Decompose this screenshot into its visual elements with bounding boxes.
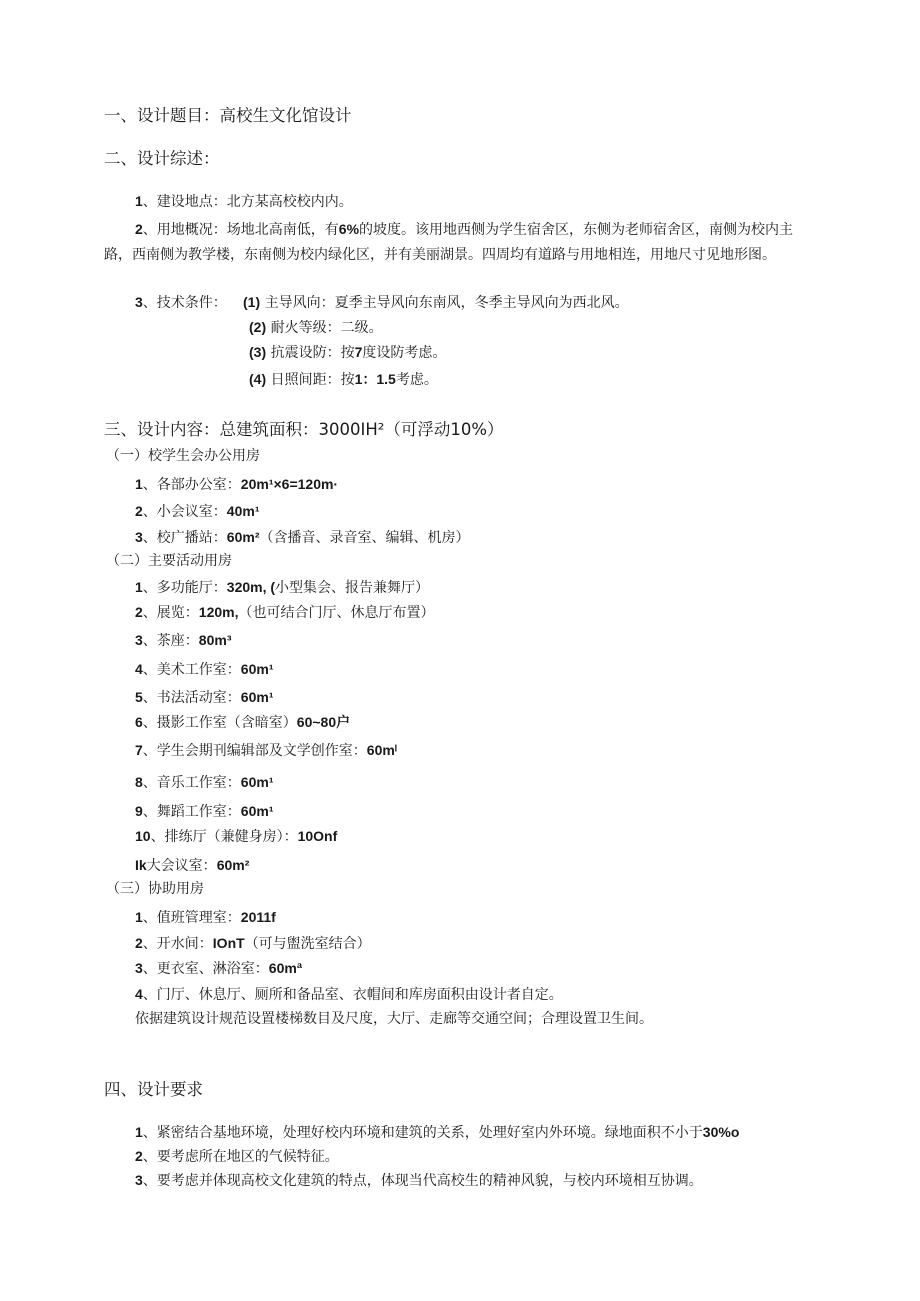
room-item (135, 659, 273, 680)
item-number: 1 (135, 193, 143, 209)
item-text: 、用地概况：场地北高南低，有 (142, 222, 339, 238)
item-number: 4 (135, 986, 143, 1002)
area-value: 40m¹ (226, 503, 260, 519)
item-number: 9 (135, 803, 143, 819)
room-item (135, 826, 337, 847)
group-title: （一）校学生会办公用房 (106, 448, 260, 464)
area-value: 60m² (226, 529, 260, 545)
item-number: 1 (135, 1124, 143, 1140)
item-text: 、舞蹈工作室： (142, 804, 241, 820)
item-number: 1 (135, 579, 143, 595)
room-item (135, 687, 273, 708)
item-text: 日照间距：按 (270, 372, 355, 388)
site-location (135, 191, 353, 212)
area-value: 60m¹ (240, 803, 274, 819)
item-text: 、更衣室、淋浴室： (142, 961, 269, 977)
item-text: 抗震设防：按 (270, 345, 355, 361)
group-title: （二）主要活动用房 (106, 553, 232, 569)
section-3-heading: 三、设计内容：总建筑面积：3000IH²（可浮动10%） (104, 420, 504, 439)
room-item (135, 855, 249, 876)
item-number: (1) (243, 294, 261, 310)
item-note: 小型集会、报告兼舞厅） (275, 580, 430, 596)
item-number: 3 (135, 960, 143, 976)
item-number: 3 (135, 1172, 143, 1188)
item-number: (3) (249, 344, 267, 360)
item-text: 、美术工作室： (142, 662, 241, 678)
item-number: 5 (135, 689, 143, 705)
room-item (135, 630, 231, 651)
item-number: 1 (135, 476, 143, 492)
area-value: 10Onf (297, 828, 338, 844)
room-item (135, 577, 429, 598)
item-text: 、摄影工作室（含暗室） (142, 715, 297, 731)
requirement-item (135, 1122, 739, 1143)
value: 1：1.5 (354, 371, 396, 387)
tech-item-1 (243, 292, 629, 313)
item-number: 3 (135, 294, 143, 310)
section-4-heading: 四、设计要求 (104, 1080, 203, 1099)
area-value: 20m¹×6=120m· (240, 476, 339, 492)
item-text: 、技术条件： (142, 295, 227, 311)
item-text: 、要考虑所在地区的气候特征。 (142, 1149, 339, 1165)
item-number: 2 (135, 604, 143, 620)
item-text: 、要考虑并体现高校文化建筑的特点，体现当代高校生的精神风貌，与校内环境相互协调。 (142, 1173, 703, 1189)
item-text: 、门厅、休息厅、厕所和备品室、衣帽间和库房面积由设计者自定。 (142, 987, 563, 1003)
slope-value: 6% (338, 221, 360, 237)
item-text: 考虑。 (395, 372, 438, 388)
room-item (135, 958, 302, 979)
area-value: 60m¹ (240, 689, 274, 705)
room-item (135, 740, 397, 761)
room-item (135, 772, 273, 793)
item-number: 7 (135, 742, 143, 758)
item-text: 度设防考虑。 (362, 345, 447, 361)
item-text: 、开水间： (142, 936, 213, 952)
item-number: 6 (135, 714, 143, 730)
area-value: IOnT (212, 935, 245, 951)
item-text: 、书法活动室： (142, 690, 241, 706)
item-text: 主导风向：夏季主导风向东南风，冬季主导风向为西北风。 (264, 295, 629, 311)
value: 7 (354, 344, 363, 360)
item-text: 、小会议室： (142, 504, 227, 520)
item-number: 3 (135, 529, 143, 545)
site-overview (104, 217, 820, 268)
room-item (135, 501, 259, 522)
item-number: 2 (135, 935, 143, 951)
item-text: 、多功能厅： (142, 580, 227, 596)
item-number: 3 (135, 632, 143, 648)
section-1-heading: 一、设计题目：高校生文化馆设计 (104, 106, 352, 125)
item-text: 、音乐工作室： (142, 775, 241, 791)
area-value: 320m, ( (226, 579, 276, 595)
group-title: （三）协助用房 (106, 881, 204, 897)
tech-conditions-label (135, 292, 227, 313)
item-text: 、值班管理室： (142, 910, 241, 926)
item-note: （可与盥洗室结合） (244, 936, 371, 952)
room-item (135, 984, 563, 1005)
room-item (135, 527, 469, 548)
area-value: 60mˡ (366, 742, 397, 758)
item-note: （也可结合门厅、休息厅布置） (238, 605, 435, 621)
area-value: 60mª (268, 960, 302, 976)
item-text: 、校广播站： (142, 530, 227, 546)
item-text: 的坡度。该用地西侧为学生宿舍区，东侧为老师宿舍区，南侧为校内主路，西南侧为教学楼，东南侧为校内绿化区，并有美丽湖景。四周均有道路与用地相连，用地尺寸见地形图。 (104, 222, 794, 263)
item-number: 4 (135, 661, 143, 677)
room-item (135, 933, 371, 954)
item-text: 耐火等级：二级。 (270, 320, 383, 336)
item-text: 、展览： (142, 605, 199, 621)
room-item (135, 801, 273, 822)
item-text: 、学生会期刊编辑部及文学创作室： (142, 743, 367, 759)
item-text: 大会议室： (146, 858, 217, 874)
item-number: 8 (135, 774, 143, 790)
area-value: 60~80户 (296, 714, 351, 730)
item-number: 2 (135, 221, 143, 237)
item-note: （含播音、录音室、编辑、机房） (259, 530, 470, 546)
item-number: (4) (249, 371, 267, 387)
item-text: 、紧密结合基地环境，处理好校内环境和建筑的关系，处理好室内外环境。绿地面积不小于 (142, 1125, 703, 1141)
item-number: 2 (135, 1148, 143, 1164)
closing-note: 依据建筑设计规范设置楼梯数目及尺度，大厅、走廊等交通空间；合理设置卫生间。 (135, 1011, 653, 1027)
area-value: 60m¹ (240, 661, 274, 677)
item-number: 2 (135, 503, 143, 519)
area-value: 80m³ (198, 632, 232, 648)
tech-item-4 (249, 369, 438, 390)
area-value: 60m¹ (240, 774, 274, 790)
room-item (135, 907, 276, 928)
area-value: 60m² (216, 857, 250, 873)
area-value: 2011f (240, 909, 276, 925)
room-item (135, 712, 350, 733)
item-text: 、各部办公室： (142, 477, 241, 493)
room-item (135, 602, 435, 623)
room-item (135, 474, 338, 495)
item-number: Ik (135, 857, 147, 873)
item-text: 、建设地点：北方某高校校内内。 (142, 194, 353, 210)
item-number: 1 (135, 909, 143, 925)
section-2-heading: 二、设计综述： (104, 149, 220, 168)
tech-item-2 (249, 317, 383, 338)
requirement-item (135, 1146, 339, 1167)
item-number: 10 (135, 828, 151, 844)
item-number: (2) (249, 319, 267, 335)
area-value: 120m, (198, 604, 239, 620)
requirement-item (135, 1170, 703, 1191)
item-text: 、茶座： (142, 633, 199, 649)
item-text: 、排练厅（兼健身房）： (150, 829, 298, 845)
value: 30%o (702, 1124, 740, 1140)
tech-item-3 (249, 342, 446, 363)
